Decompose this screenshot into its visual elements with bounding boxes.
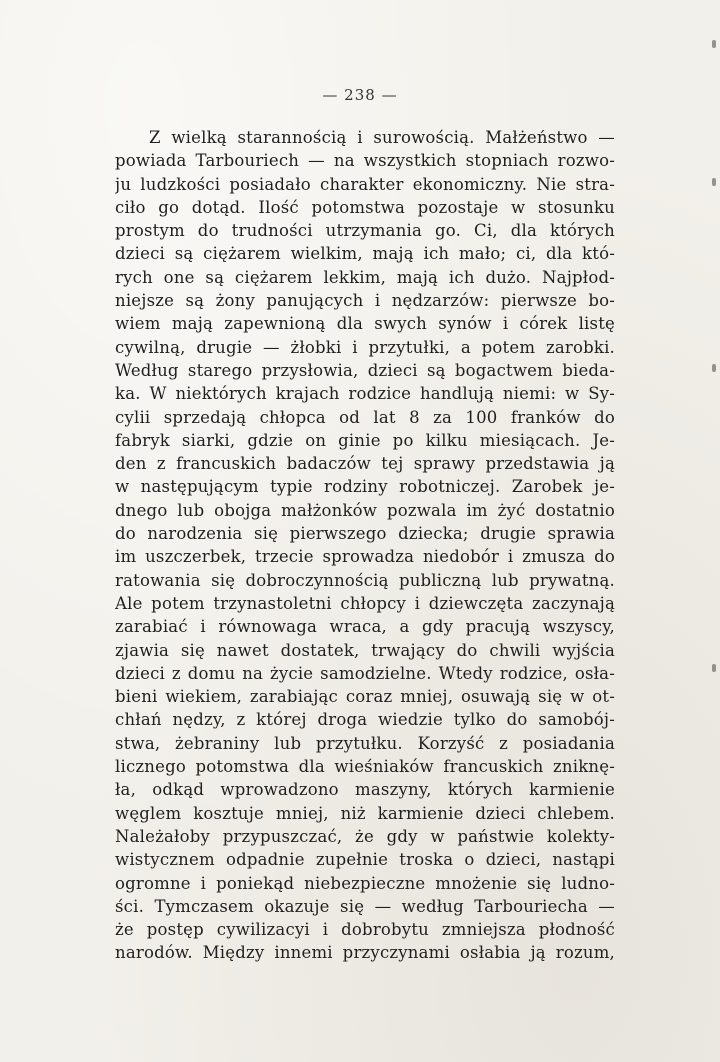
text-line: fabryk siarki, gdzie on ginie po kilku miesiącach. Je-: [115, 430, 615, 450]
text-line: wistycznem odpadnie zupełnie troska o dzieci, nastąpi: [115, 850, 615, 870]
text-line: den z francuskich badaczów tej sprawy przedstawia ją: [115, 454, 615, 474]
body-text: [115, 126, 615, 965]
margin-speck: [712, 364, 716, 372]
text-line: niejsze są żony panujących i nędzarzów: pierwsze bo-: [115, 291, 615, 311]
text-line: ogromne i poniekąd niebezpieczne mnożenie się ludno-: [115, 873, 615, 893]
text-line: zarabiać i równowaga wraca, a gdy pracują wszyscy,: [115, 617, 615, 637]
margin-speck: [712, 178, 716, 186]
text-line: Ale potem trzynastoletni chłopcy i dziewczęta zaczynają: [115, 593, 615, 613]
text-line: że postęp cywilizacyi i dobrobytu zmniejsza płodność: [115, 920, 615, 940]
text-line: stwa, żebraniny lub przytułku. Korzyść z posiadania: [115, 733, 615, 753]
text-line: im uszczerbek, trzecie sprowadza niedobór i zmusza do: [115, 547, 615, 567]
text-line: ratowania się dobroczynnością publiczną lub prywatną.: [115, 570, 615, 590]
text-line: bieni wiekiem, zarabiając coraz mniej, osuwają się w ot-: [115, 687, 615, 707]
text-line: narodów. Między innemi przyczynami osłabia ją rozum,: [115, 943, 615, 963]
text-line: Należałoby przypuszczać, że gdy w państwie kolekty-: [115, 826, 615, 846]
text-line: ciło go dotąd. Ilość potomstwa pozostaje w stosunku: [115, 197, 615, 217]
text-line: powiada Tarbouriech — na wszystkich stopniach rozwo-: [115, 151, 615, 171]
text-line: rych one są ciężarem lekkim, mają ich dużo. Najpłod-: [115, 267, 615, 287]
text-line: chłań nędzy, z której droga wiedzie tylko do samobój-: [115, 710, 615, 730]
text-line: dnego lub obojga małżonków pozwala im żyć dostatnio: [115, 500, 615, 520]
text-line: Z wielką starannością i surowością. Małżeństwo —: [149, 128, 615, 147]
text-line: cylii sprzedają chłopca od lat 8 za 100 franków do: [115, 407, 615, 427]
text-line: w następującym typie rodziny robotniczej. Zarobek je-: [115, 477, 615, 497]
text-line: prostym do trudności utrzymania go. Ci, dla których: [115, 221, 615, 241]
text-line: węglem kosztuje mniej, niż karmienie dzieci chlebem.: [115, 803, 615, 823]
text-line: ła, odkąd wprowadzono maszyny, których karmienie: [115, 780, 615, 800]
page-number: — 238 —: [322, 86, 398, 104]
text-line: dzieci są ciężarem wielkim, mają ich mało; ci, dla któ-: [115, 244, 615, 264]
margin-speck: [712, 40, 716, 48]
text-line: ka. W niektórych krajach rodzice handlują niemi: w Sy-: [115, 384, 615, 404]
text-line: zjawia się nawet dostatek, trwający do chwili wyjścia: [115, 640, 615, 660]
text-line: cywilną, drugie — żłobki i przytułki, a potem zarobki.: [115, 337, 615, 357]
text-line: licznego potomstwa dla wieśniaków francuskich zniknę-: [115, 757, 615, 777]
text-line: ści. Tymczasem okazuje się — według Tarbouriecha —: [115, 896, 615, 916]
margin-speck: [712, 664, 716, 672]
text-line: wiem mają zapewnioną dla swych synów i córek listę: [115, 314, 615, 334]
text-line: dzieci z domu na życie samodzielne. Wtedy rodzice, osła-: [115, 663, 615, 683]
text-line: do narodzenia się pierwszego dziecka; drugie sprawia: [115, 524, 615, 544]
text-line: ju ludzkości posiadało charakter ekonomiczny. Nie stra-: [115, 174, 615, 194]
text-line: Według starego przysłowia, dzieci są bogactwem bieda-: [115, 360, 615, 380]
